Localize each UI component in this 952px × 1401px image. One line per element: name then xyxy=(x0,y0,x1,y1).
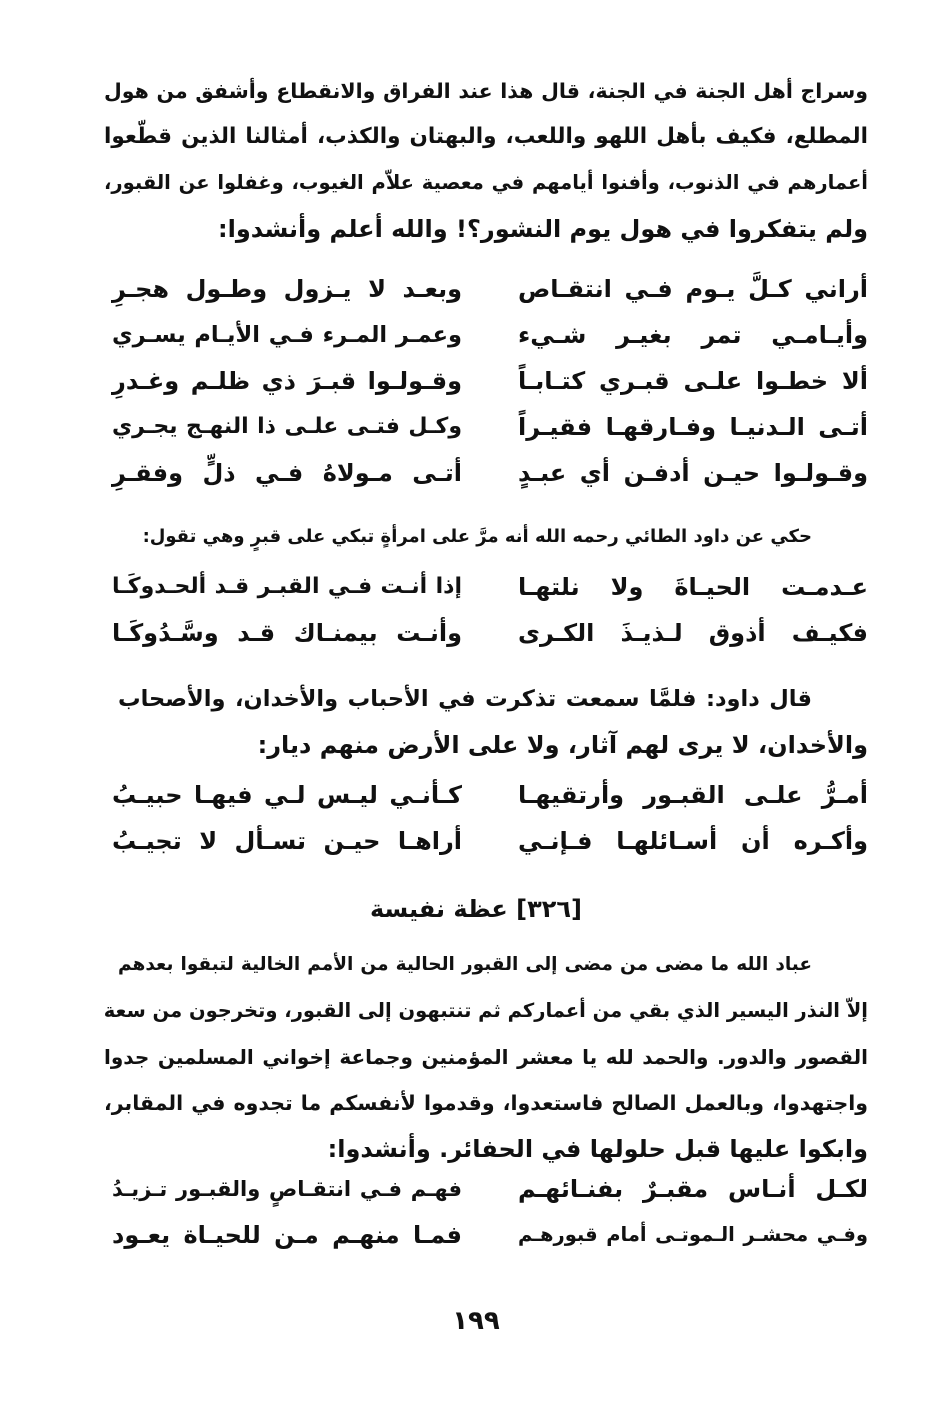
paragraph-4-cont xyxy=(104,988,868,1172)
verse-first-hemistich: أراني كـلَّ يـوم فـي انتقـاص xyxy=(518,275,868,303)
verse xyxy=(112,1166,868,1212)
verse-second-hemistich: أراهـا حيـن تسـأل لا تجيـبُ xyxy=(112,827,462,855)
text-line: أعمارهم في الذنوب، وأفنوا أيامهم في معصية علاّم الغيوب، وغفلوا عن القبور، xyxy=(104,171,868,194)
text-line: عباد الله ما مضى من مضى إلى القبور الحالية من الأمم الخالية لتبقوا بعدهم xyxy=(118,954,812,975)
poem-2 xyxy=(112,564,868,656)
verse-first-hemistich: ألا خطـوا علـى قبـري كتـابـاً xyxy=(518,367,868,395)
verse-second-hemistich: وأنـت بيمنـاك قـد وسَّـدُوكَـا xyxy=(112,619,462,647)
verse-first-hemistich: لكـل أنـاس مقبـرٌ بفنـائهـم xyxy=(518,1175,868,1203)
verse-second-hemistich: فمـا منهـم مـن للحيـاة يعـود xyxy=(112,1221,462,1249)
verse xyxy=(112,818,868,864)
text-line: إلاّ النذر اليسير الذي بقي من أعماركم ثم تنتبهون إلى القبور، وتخرجون من سعة xyxy=(103,999,868,1022)
verse-first-hemistich: عـدمـت الحيـاةَ ولا نلتهـا xyxy=(518,573,868,601)
text-line: ولم يتفكروا في هول يوم النشور؟! والله أعلم وأنشدوا: xyxy=(218,215,868,243)
text-line: حكي عن داود الطائي رحمه الله أنه مرَّ على امرأةٍ تبكي على قبرٍ وهي تقول: xyxy=(142,526,812,547)
verse xyxy=(112,312,868,358)
text-line: وابكوا عليها قبل حلولها في الحفائر. وأنشدوا: xyxy=(327,1135,868,1163)
verse-first-hemistich: فكيـف أذوق لـذيـذَ الكـرى xyxy=(518,619,868,647)
verse-second-hemistich: كـأنـي ليـس لـي فيهـا حبيـبُ xyxy=(112,781,462,809)
text-line: المطلع، فكيف بأهل اللهو واللعب، والبهتان والكذب، أمثالنا الذين قطّعوا xyxy=(104,124,868,149)
verse-first-hemistich: وأكـره أن أسـائلهـا فـإنـي xyxy=(518,827,868,855)
verse-first-hemistich: وفـي محشـر الـموتـى أمام قبورهـم xyxy=(518,1223,868,1246)
verse-second-hemistich: وبعـد لا يـزول وطـول هجـرِ xyxy=(112,275,462,303)
text-line: والأخدان، لا يرى لهم آثار، ولا على الأرض منهم ديار: xyxy=(257,731,868,759)
verse-first-hemistich: أمـرُّ علـى القبـور وأرتقيهـا xyxy=(518,781,868,809)
verse-second-hemistich: وكـل فتـى علـى ذا النهـج يجـري xyxy=(112,414,462,439)
verse-second-hemistich: إذا أنـت فـي القبـر قـد ألحـدوكَـا xyxy=(112,574,462,599)
verse-first-hemistich: أتـى الـدنيـا وفـارقهـا فقيـراً xyxy=(518,413,868,441)
page-number: ١٩٩ xyxy=(452,1306,500,1336)
text-line: وسراج أهل الجنة في الجنة، قال هذا عند الفراق والانقطاع وأشفق من هول xyxy=(104,79,868,103)
paragraph-3 xyxy=(118,676,812,722)
verse-second-hemistich: فهـم فـي انتقـاصٍ والقبـور تـزيـدُ xyxy=(112,1177,462,1201)
verse-second-hemistich: وعمـر المـرء فـي الأيـام يسـري xyxy=(112,322,462,348)
verse-second-hemistich: أتـى مـولاهُ فـي ذلٍّ وفقـرِ xyxy=(112,459,462,487)
verse xyxy=(112,266,868,312)
paragraph-3-cont xyxy=(104,722,868,768)
text-line: واجتهدوا، وبالعمل الصالح فاستعدوا، وقدموا لأنفسكم ما تجدوه في المقابر، xyxy=(104,1091,868,1115)
poem-3 xyxy=(112,772,868,864)
verse xyxy=(112,450,868,496)
verse xyxy=(112,564,868,610)
verse xyxy=(112,1212,868,1258)
verse-first-hemistich: وأيـامـي تمر بغيـر شـيء xyxy=(518,321,868,349)
verse xyxy=(112,772,868,818)
verse xyxy=(112,404,868,450)
section-heading: [٣٢٦] عظة نفيسة xyxy=(370,895,582,923)
verse-second-hemistich: وقـولـوا قبـرَ ذي ظلـم وغـدرِ xyxy=(112,367,462,395)
poem-1 xyxy=(112,266,868,496)
paragraph-4 xyxy=(118,942,812,988)
verse xyxy=(112,610,868,656)
paragraph-1 xyxy=(104,68,868,252)
paragraph-2 xyxy=(140,514,812,560)
poem-4 xyxy=(112,1166,868,1258)
text-line: القصور والدور. والحمد لله يا معشر المؤمنين وجماعة إخواني المسلمين جدوا xyxy=(104,1045,868,1069)
verse-first-hemistich: وقـولـوا حيـن أدفـن أي عبـدٍ xyxy=(518,459,868,487)
text-line: قال داود: فلمَّا سمعت تذكرت في الأحباب والأخدان، والأصحاب xyxy=(118,686,812,712)
verse xyxy=(112,358,868,404)
